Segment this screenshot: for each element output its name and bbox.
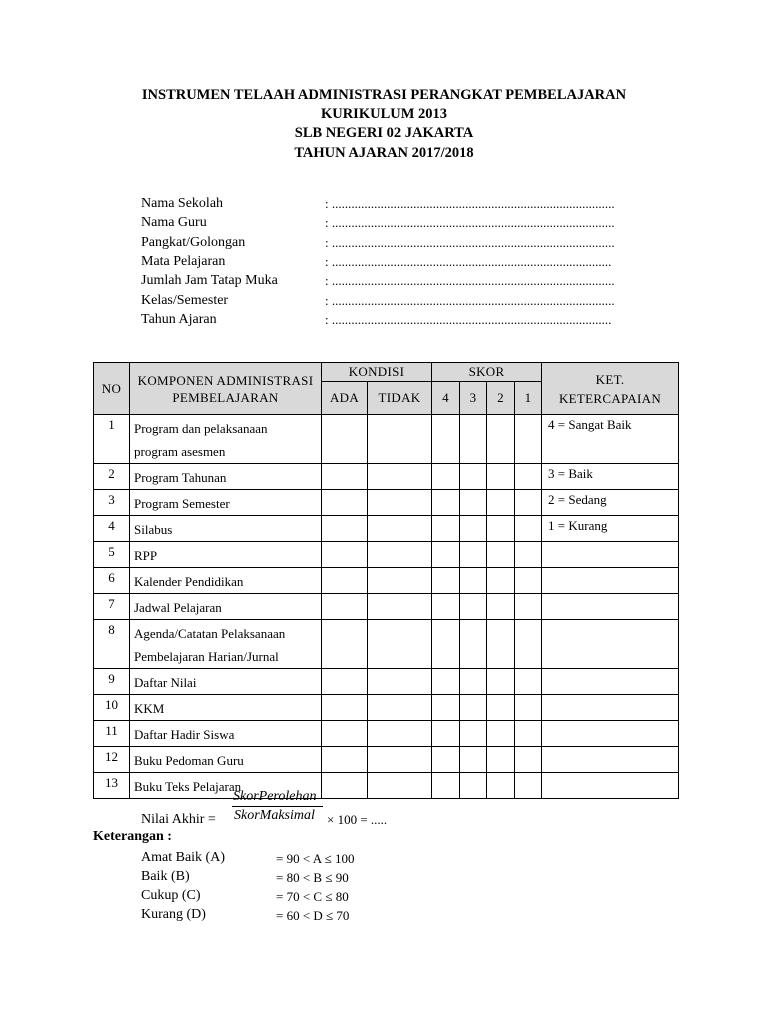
cell-skor-3[interactable] xyxy=(460,464,487,490)
cell-check-tidak[interactable] xyxy=(368,669,432,695)
table-row xyxy=(94,620,679,669)
row-keterangan xyxy=(542,695,679,721)
cell-skor-2[interactable] xyxy=(487,695,515,721)
cell-skor-4[interactable] xyxy=(432,747,460,773)
cell-skor-4[interactable] xyxy=(432,415,460,464)
komponen-line: Buku Pedoman Guru xyxy=(134,753,244,768)
cell-skor-2[interactable] xyxy=(487,568,515,594)
cell-check-tidak[interactable] xyxy=(368,516,432,542)
cell-check-tidak[interactable] xyxy=(368,568,432,594)
cell-check-tidak[interactable] xyxy=(368,594,432,620)
cell-skor-3[interactable] xyxy=(460,669,487,695)
header-skor: SKOR xyxy=(432,363,542,382)
row-number: 6 xyxy=(94,568,130,594)
info-label-nama-sekolah: Nama Sekolah xyxy=(141,196,224,211)
table-row xyxy=(94,669,679,695)
cell-skor-1[interactable] xyxy=(515,415,542,464)
row-keterangan xyxy=(542,721,679,747)
cell-check-tidak[interactable] xyxy=(368,620,432,669)
cell-check-ada[interactable] xyxy=(322,594,368,620)
cell-skor-4[interactable] xyxy=(432,620,460,669)
cell-skor-4[interactable] xyxy=(432,695,460,721)
cell-skor-3[interactable] xyxy=(460,516,487,542)
keterangan-range-d: = 60 < D ≤ 70 xyxy=(276,908,350,923)
row-keterangan: 4 = Sangat Baik xyxy=(542,415,679,464)
row-number: 1 xyxy=(94,415,130,464)
komponen-line: Agenda/Catatan Pelaksanaan xyxy=(134,626,286,641)
keterangan-range-a: = 90 < A ≤ 100 xyxy=(276,851,355,866)
info-label-kelas-semester: Kelas/Semester xyxy=(141,293,229,308)
table-row xyxy=(94,464,679,490)
keterangan-label-c: Cukup (C) xyxy=(141,888,201,903)
table-row xyxy=(94,594,679,620)
keterangan-label-a: Amat Baik (A) xyxy=(141,850,225,865)
cell-check-ada[interactable] xyxy=(322,542,368,568)
cell-skor-3[interactable] xyxy=(460,490,487,516)
cell-skor-1[interactable] xyxy=(515,490,542,516)
header-komponen: KOMPONEN ADMINISTRASI PEMBELAJARAN xyxy=(130,363,322,415)
info-value-tahun-ajaran: : ...................................................................................... xyxy=(325,312,612,327)
school-title: SLB NEGERI 02 JAKARTA xyxy=(294,125,474,141)
cell-skor-2[interactable] xyxy=(487,721,515,747)
row-keterangan xyxy=(542,542,679,568)
cell-skor-3[interactable] xyxy=(460,747,487,773)
table-row xyxy=(94,568,679,594)
row-keterangan xyxy=(542,620,679,669)
cell-skor-1[interactable] xyxy=(515,747,542,773)
row-number: 12 xyxy=(94,747,130,773)
keterangan-title: Keterangan : xyxy=(93,829,172,844)
header-ket: KET. KETERCAPAIAN xyxy=(542,363,679,415)
cell-skor-4[interactable] xyxy=(432,669,460,695)
row-keterangan xyxy=(542,669,679,695)
cell-check-ada[interactable] xyxy=(322,721,368,747)
cell-skor-1[interactable] xyxy=(515,620,542,669)
row-komponen xyxy=(130,747,322,773)
info-value-nama-guru: : ....................................................................................... xyxy=(325,215,615,230)
cell-check-ada[interactable] xyxy=(322,568,368,594)
table-body xyxy=(94,415,679,799)
cell-check-tidak[interactable] xyxy=(368,721,432,747)
cell-check-ada[interactable] xyxy=(322,620,368,669)
header-ada: ADA xyxy=(322,382,368,415)
table-row xyxy=(94,490,679,516)
cell-skor-2[interactable] xyxy=(487,464,515,490)
row-number: 2 xyxy=(94,464,130,490)
row-number: 3 xyxy=(94,490,130,516)
academic-year-title: TAHUN AJARAN 2017/2018 xyxy=(294,145,474,161)
cell-skor-1[interactable] xyxy=(515,669,542,695)
cell-skor-1[interactable] xyxy=(515,542,542,568)
komponen-line: Buku Teks Pelajaran xyxy=(134,779,242,794)
komponen-line: Silabus xyxy=(134,522,173,537)
header-no: NO xyxy=(94,363,130,415)
cell-check-tidak[interactable] xyxy=(368,695,432,721)
row-keterangan: 1 = Kurang xyxy=(542,516,679,542)
keterangan-label-b: Baik (B) xyxy=(141,869,190,884)
table-row xyxy=(94,773,679,799)
cell-skor-3[interactable] xyxy=(460,773,487,799)
cell-skor-2[interactable] xyxy=(487,773,515,799)
row-komponen xyxy=(130,464,322,490)
row-number: 13 xyxy=(94,773,130,799)
cell-skor-2[interactable] xyxy=(487,669,515,695)
cell-check-tidak[interactable] xyxy=(368,415,432,464)
cell-check-tidak[interactable] xyxy=(368,747,432,773)
cell-skor-3[interactable] xyxy=(460,568,487,594)
cell-skor-2[interactable] xyxy=(487,594,515,620)
komponen-line: RPP xyxy=(134,548,158,563)
info-value-mata-pelajaran: : ...................................................................................... xyxy=(325,254,612,269)
row-number: 5 xyxy=(94,542,130,568)
row-keterangan xyxy=(542,568,679,594)
cell-skor-4[interactable] xyxy=(432,464,460,490)
row-komponen xyxy=(130,695,322,721)
header-skor-3: 3 xyxy=(460,382,487,415)
row-komponen xyxy=(130,415,322,464)
komponen-line: Jadwal Pelajaran xyxy=(134,600,222,615)
cell-skor-4[interactable] xyxy=(432,568,460,594)
info-label-tahun-ajaran: Tahun Ajaran xyxy=(141,312,217,327)
row-number: 10 xyxy=(94,695,130,721)
komponen-line: program asesmen xyxy=(134,444,226,459)
table-row xyxy=(94,747,679,773)
curriculum-title: KURIKULUM 2013 xyxy=(320,106,448,122)
formula-denominator: SkorMaksimal xyxy=(234,808,315,823)
cell-skor-1[interactable] xyxy=(515,464,542,490)
row-komponen xyxy=(130,620,322,669)
row-number: 4 xyxy=(94,516,130,542)
row-komponen xyxy=(130,669,322,695)
keterangan-label-d: Kurang (D) xyxy=(141,907,206,922)
keterangan-range-c: = 70 < C ≤ 80 xyxy=(276,889,349,904)
table-row xyxy=(94,721,679,747)
row-komponen xyxy=(130,490,322,516)
komponen-line: Program dan pelaksanaan xyxy=(134,421,268,436)
cell-skor-2[interactable] xyxy=(487,620,515,669)
header-tidak: TIDAK xyxy=(368,382,432,415)
formula-numerator: SkorPerolehan xyxy=(233,789,317,804)
row-number: 8 xyxy=(94,620,130,669)
header-skor-2: 2 xyxy=(487,382,515,415)
fraction-bar xyxy=(232,806,323,807)
row-keterangan xyxy=(542,594,679,620)
info-value-nama-sekolah: : ....................................................................................... xyxy=(325,196,615,211)
info-label-pangkat: Pangkat/Golongan xyxy=(141,235,246,250)
row-komponen xyxy=(130,542,322,568)
cell-skor-4[interactable] xyxy=(432,594,460,620)
cell-check-ada[interactable] xyxy=(322,773,368,799)
komponen-line: Program Semester xyxy=(134,496,230,511)
cell-check-ada[interactable] xyxy=(322,490,368,516)
row-komponen xyxy=(130,594,322,620)
header-skor-4: 4 xyxy=(432,382,460,415)
komponen-line: Daftar Hadir Siswa xyxy=(134,727,235,742)
info-value-pangkat: : ....................................................................................... xyxy=(325,235,615,250)
info-value-jumlah-jam: : ....................................................................................... xyxy=(325,273,615,288)
cell-skor-3[interactable] xyxy=(460,721,487,747)
row-komponen xyxy=(130,516,322,542)
row-komponen xyxy=(130,568,322,594)
cell-skor-1[interactable] xyxy=(515,695,542,721)
info-label-jumlah-jam: Jumlah Jam Tatap Muka xyxy=(141,273,278,288)
komponen-line: Program Tahunan xyxy=(134,470,227,485)
document-title: INSTRUMEN TELAAH ADMINISTRASI PERANGKAT PEMBELAJARAN xyxy=(141,87,627,103)
cell-check-ada[interactable] xyxy=(322,747,368,773)
cell-skor-3[interactable] xyxy=(460,594,487,620)
cell-skor-4[interactable] xyxy=(432,773,460,799)
row-keterangan xyxy=(542,773,679,799)
row-keterangan xyxy=(542,747,679,773)
cell-skor-3[interactable] xyxy=(460,542,487,568)
cell-check-ada[interactable] xyxy=(322,516,368,542)
formula-tail: × 100 = ..... xyxy=(327,812,388,827)
row-komponen xyxy=(130,721,322,747)
cell-check-tidak[interactable] xyxy=(368,490,432,516)
cell-skor-3[interactable] xyxy=(460,620,487,669)
cell-skor-3[interactable] xyxy=(460,695,487,721)
row-number: 11 xyxy=(94,721,130,747)
komponen-line: Kalender Pendidikan xyxy=(134,574,244,589)
cell-skor-1[interactable] xyxy=(515,568,542,594)
cell-skor-1[interactable] xyxy=(515,773,542,799)
komponen-line: Daftar Nilai xyxy=(134,675,197,690)
assessment-table xyxy=(93,362,679,799)
table-row xyxy=(94,415,679,464)
cell-skor-1[interactable] xyxy=(515,516,542,542)
info-label-nama-guru: Nama Guru xyxy=(141,215,207,230)
formula-label: Nilai Akhir = xyxy=(141,812,216,827)
table-row xyxy=(94,516,679,542)
cell-check-tidak[interactable] xyxy=(368,773,432,799)
cell-skor-2[interactable] xyxy=(487,490,515,516)
cell-skor-4[interactable] xyxy=(432,516,460,542)
cell-skor-2[interactable] xyxy=(487,542,515,568)
header-skor-1: 1 xyxy=(515,382,542,415)
cell-skor-1[interactable] xyxy=(515,721,542,747)
table-row xyxy=(94,542,679,568)
cell-check-tidak[interactable] xyxy=(368,542,432,568)
row-keterangan: 2 = Sedang xyxy=(542,490,679,516)
keterangan-range-b: = 80 < B ≤ 90 xyxy=(276,870,349,885)
cell-skor-3[interactable] xyxy=(460,415,487,464)
cell-skor-2[interactable] xyxy=(487,415,515,464)
komponen-line: KKM xyxy=(134,701,165,716)
cell-skor-4[interactable] xyxy=(432,542,460,568)
info-value-kelas-semester: : ....................................................................................... xyxy=(325,293,615,308)
cell-check-ada[interactable] xyxy=(322,669,368,695)
info-label-mata-pelajaran: Mata Pelajaran xyxy=(141,254,226,269)
cell-skor-4[interactable] xyxy=(432,490,460,516)
row-number: 9 xyxy=(94,669,130,695)
cell-skor-1[interactable] xyxy=(515,594,542,620)
cell-check-ada[interactable] xyxy=(322,464,368,490)
row-number: 7 xyxy=(94,594,130,620)
cell-check-tidak[interactable] xyxy=(368,464,432,490)
cell-check-ada[interactable] xyxy=(322,415,368,464)
cell-check-ada[interactable] xyxy=(322,695,368,721)
cell-skor-2[interactable] xyxy=(487,516,515,542)
table-row xyxy=(94,695,679,721)
komponen-line: Pembelajaran Harian/Jurnal xyxy=(134,649,279,664)
row-keterangan: 3 = Baik xyxy=(542,464,679,490)
cell-skor-2[interactable] xyxy=(487,747,515,773)
cell-skor-4[interactable] xyxy=(432,721,460,747)
header-kondisi: KONDISI xyxy=(322,363,432,382)
